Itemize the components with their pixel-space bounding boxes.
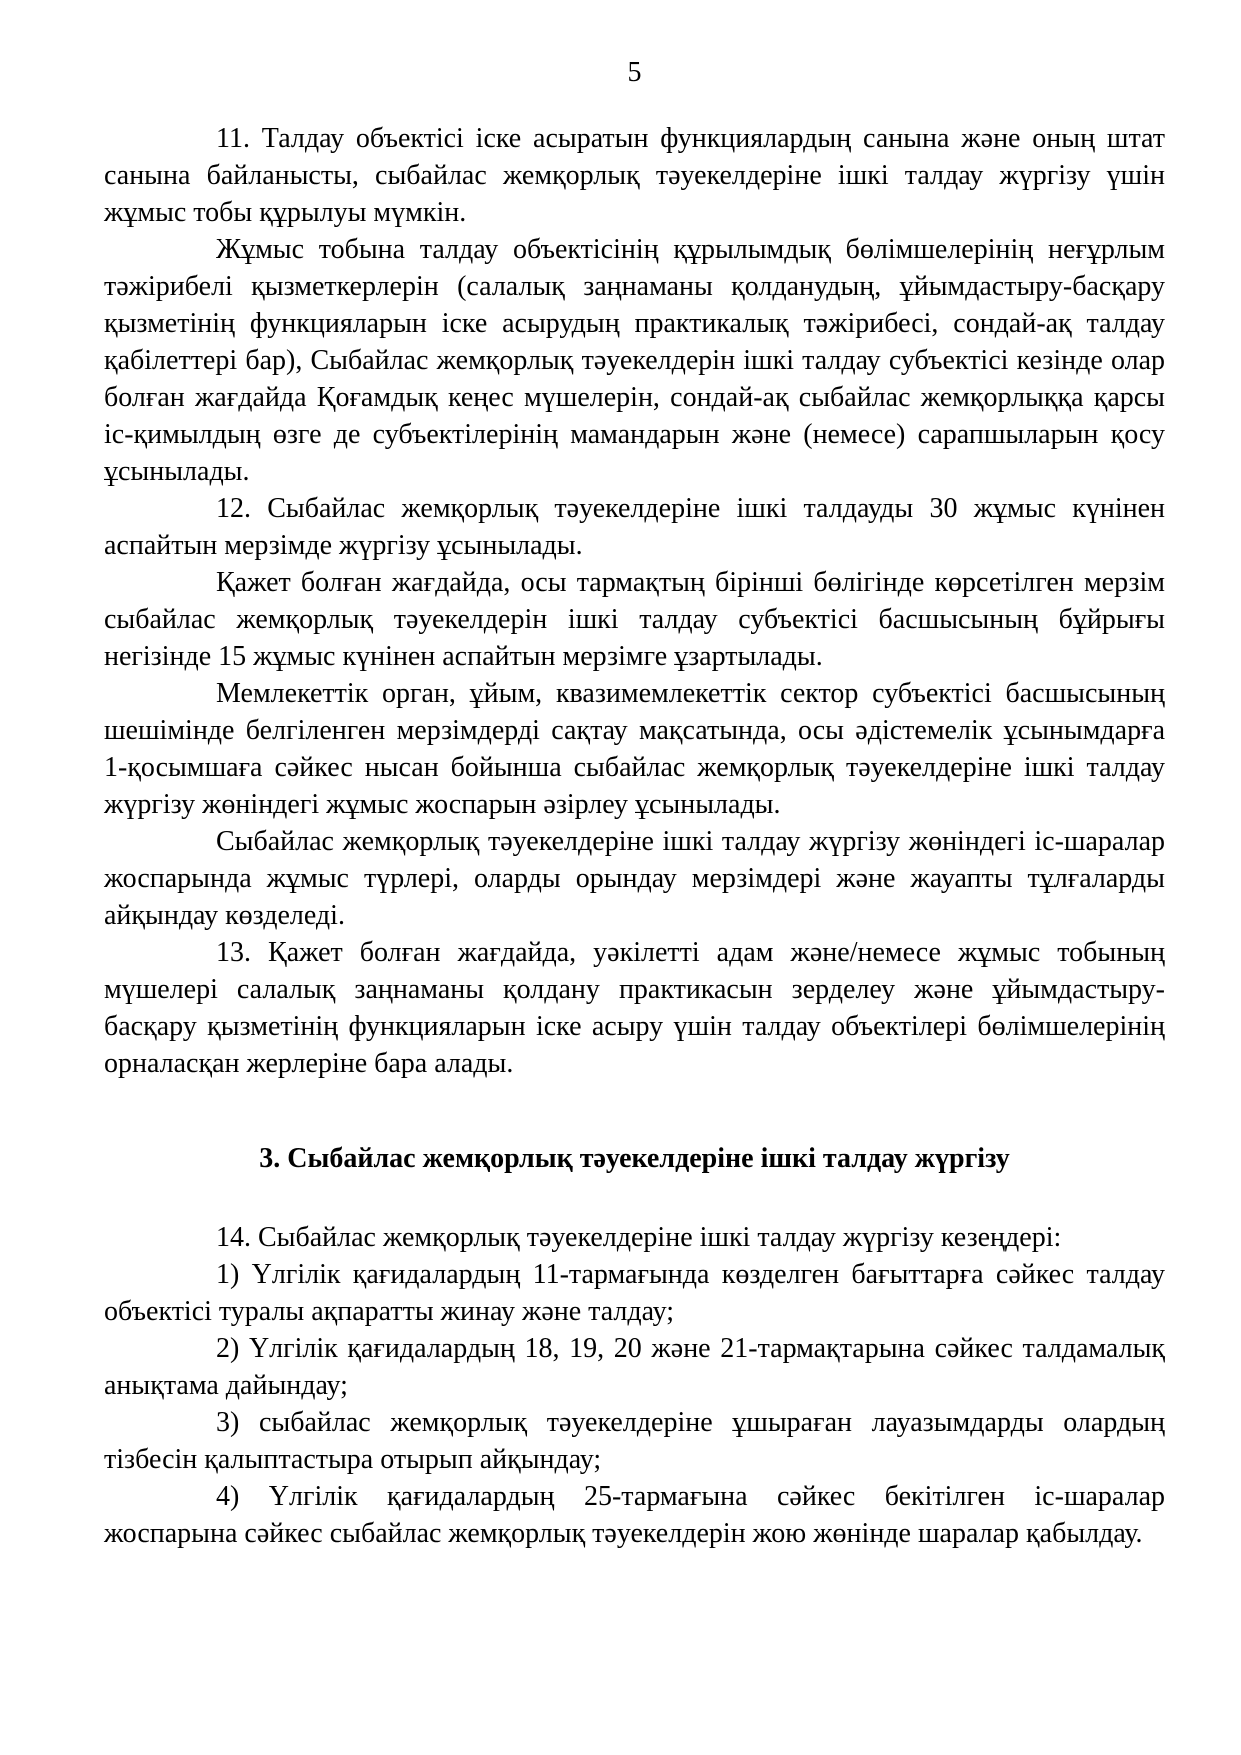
paragraph-workgroup-composition: Жұмыс тобына талдау объектісінің құрылымдық бөлімшелерінің неғұрлым тәжірибелі қызметкерлерін (салалық заңнаманы қолданудың, ұйымдастыру-басқару қызметінің функцияларын іске асырудың практикалық тәжірибесі, сондай-ақ талдау қабілеттері бар), Сыбайлас жемқорлық тәуекелдерін ішкі талдау субъектісі кезінде олар болған жағдайда Қоғамдық кеңес мүшелерін, сондай-ақ сыбайлас жемқорлыққа қарсы іс-қимылдың өзге де субъектілерінің мамандарын және (немесе) сарапшыларын қосу ұсынылады. (104, 234, 1165, 487)
paragraph-point-14: 14. Сыбайлас жемқорлық тәуекелдеріне ішкі талдау жүргізу кезеңдері: (216, 1222, 1062, 1253)
paragraph-action-plan: Сыбайлас жемқорлық тәуекелдеріне ішкі талдау жүргізу жөніндегі іс-шаралар жоспарында жұмыс түрлері, оларды орындау мерзімдері және жауапты тұлғаларды айқындау көзделеді. (104, 826, 1165, 931)
list-item-2: 2) Үлгілік қағидалардың 18, 19, 20 және 21-тармақтарына сәйкес талдамалық анықтама дайындау; (104, 1333, 1165, 1401)
list-item-4: 4) Үлгілік қағидалардың 25-тармағына сәйкес бекітілген іс-шаралар жоспарына сәйкес сыбайлас жемқорлық тәуекелдерін жою жөнінде шаралар қабылдау. (104, 1481, 1165, 1549)
list-item-3: 3) сыбайлас жемқорлық тәуекелдеріне ұшыраған лауазымдарды олардың тізбесін қалыптастыра отырып айқындау; (104, 1407, 1165, 1475)
list-item-1: 1) Үлгілік қағидалардың 11-тармағында көзделген бағыттарға сәйкес талдау объектісі туралы ақпаратты жинау және талдау; (104, 1259, 1165, 1327)
paragraph-work-plan: Мемлекеттік орган, ұйым, квазимемлекеттік сектор субъектісі басшысының шешімінде белгіленген мерзімдерді сақтау мақсатында, осы әдістемелік ұсынымдарға 1-қосымшаға сәйкес нысан бойынша сыбайлас жемқорлық тәуекелдеріне ішкі талдау жүргізу жөніндегі жұмыс жоспарын әзірлеу ұсынылады. (104, 678, 1165, 820)
paragraph-point-12: 12. Сыбайлас жемқорлық тәуекелдеріне ішкі талдауды 30 жұмыс күнінен аспайтын мерзімде жүргізу ұсынылады. (104, 493, 1165, 561)
page-number: 5 (627, 57, 642, 88)
paragraph-point-13: 13. Қажет болған жағдайда, уәкілетті адам және/немесе жұмыс тобының мүшелері салалық заңнаманы қолдану практикасын зерделеу және ұйымдастыру-басқару қызметінің функцияларын іске асыру үшін талдау объектілері бөлімшелерінің орналасқан жерлеріне бара алады. (104, 937, 1165, 1079)
paragraph-deadline-extension: Қажет болған жағдайда, осы тармақтың бірінші бөлігінде көрсетілген мерзім сыбайлас жемқорлық тәуекелдерін ішкі талдау субъектісі басшысының бұйрығы негізінде 15 жұмыс күнінен аспайтын мерзімге ұзартылады. (104, 567, 1165, 672)
document-body (104, 120, 1165, 1552)
section-3-heading: 3. Сыбайлас жемқорлық тәуекелдеріне ішкі талдау жүргізу (259, 1143, 1010, 1174)
paragraph-point-11: 11. Талдау объектісі іске асыратын функциялардың санына және оның штат санына байланысты, сыбайлас жемқорлық тәуекелдеріне ішкі талдау жүргізу үшін жұмыс тобы құрылуы мүмкін. (104, 123, 1165, 228)
